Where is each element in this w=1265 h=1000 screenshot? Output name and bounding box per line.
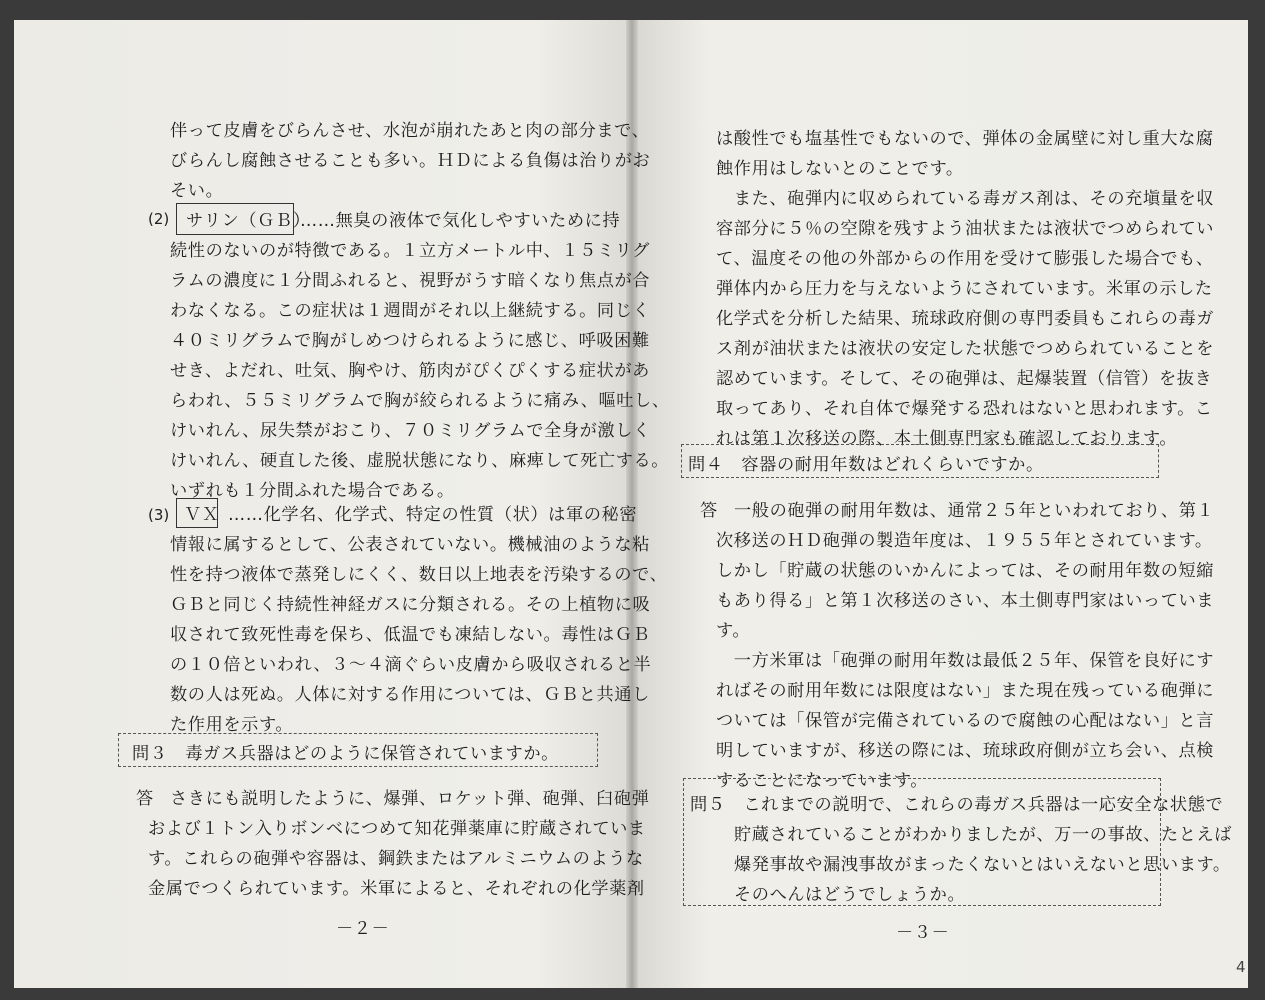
text-line: さきにも説明したように、爆弾、ロケット弾、砲弾、臼砲弾 [170, 789, 650, 809]
text-line: す。これらの砲弾や容器は、鋼鉄またはアルミニウムのような [148, 849, 644, 869]
text-line: す。 [716, 621, 751, 641]
text-line: は酸性でも塩基性でもないので、弾体の金属壁に対し重大な腐 [716, 129, 1214, 149]
text-line: ……無臭の液体で気化しやすいために持 [300, 211, 621, 231]
text-line: 一般の砲弾の耐用年数は、通常２５年といわれており、第１ [734, 501, 1215, 521]
text-line: 性を持つ液体で蒸発しにくく、数日以上地表を汚染するので、 [170, 565, 668, 585]
text-line: 収されて致死性毒を保ち、低温でも凍結しない。毒性はＧＢ [170, 625, 651, 645]
text-line: いずれも１分間ふれた場合である。 [170, 481, 455, 501]
text-line: また、砲弾内に収められている毒ガス剤は、その充塡量を収 [716, 189, 1215, 209]
item-number-3: (3) [148, 506, 170, 524]
question-4: 問４ 容器の耐用年数はどれくらいですか。 [688, 455, 1044, 475]
corner-mark: 4 [1236, 958, 1246, 976]
text-line: 弾体内から圧力を与えないようにされています。米軍の示した [716, 279, 1213, 299]
text-line: わなくなる。この症状は１週間がそれ以上継続する。同じく [170, 301, 651, 321]
text-line: た作用を示す。 [170, 715, 294, 735]
item-term-vx: ＶＸ [184, 505, 220, 525]
text-line: 一方米軍は「砲弾の耐用年数は最低２５年、保管を良好にす [716, 651, 1215, 671]
text-line: 容部分に５％の空隙を残すよう油状または液状でつめられてい [716, 219, 1215, 239]
text-line: ついては「保管が完備されているので腐蝕の心配はない」と言 [716, 711, 1215, 731]
text-line: 蝕作用はしないとのことです。 [716, 159, 964, 179]
question-5-line: そのへんはどうでしょうか。 [734, 885, 966, 905]
text-line: 次移送のＨＤ砲弾の製造年度は、１９５５年とされています。 [716, 531, 1213, 551]
text-line: れは第１次移送の際、本土側専門家も確認しております。 [716, 429, 1178, 449]
question-5-line: 爆発事故や漏洩事故がまったくないとはいえないと思います。 [734, 855, 1231, 875]
text-line: 取ってあり、それ自体で爆発する恐れはないと思われます。こ [716, 399, 1213, 419]
text-line: 情報に属するとして、公表されていない。機械油のような粘 [170, 535, 650, 555]
text-line: 化学式を分析した結果、琉球政府側の専門委員もこれらの毒ガ [716, 309, 1215, 329]
answer-label-3: 答 [136, 789, 154, 809]
text-line: けいれん、硬直した後、虚脱状態になり、麻痺して死亡する。 [170, 451, 670, 471]
text-line: しかし「貯蔵の状態のいかんによっては、その耐用年数の短縮 [716, 561, 1215, 581]
text-line: 認めています。そして、その砲弾は、起爆装置（信管）を抜き [716, 369, 1213, 389]
text-line: せき、よだれ、吐気、胸やけ、筋肉がぴくぴくする症状があ [170, 361, 650, 381]
text-line: ればその耐用年数には限度はない」また現在残っている砲弾に [716, 681, 1215, 701]
text-line: けいれん、尿失禁がおこり、７０ミリグラムで全身が激しく [170, 421, 651, 441]
text-line: らわれ、５５ミリグラムで胸が絞られるように痛み、嘔吐し、 [170, 391, 670, 411]
text-line: 明していますが、移送の際には、琉球政府側が立ち会い、点検 [716, 741, 1215, 761]
text-line: 数の人は死ぬ。人体に対する作用については、ＧＢと共通し [170, 685, 650, 705]
question-5-line: 問５ これまでの説明で、これらの毒ガス兵器は一応安全な状態で [690, 795, 1224, 815]
text-line: 続性のないのが特徴である。１立方メートル中、１５ミリグ [170, 241, 650, 261]
text-line: びらんし腐蝕させることも多い。ＨＤによる負傷は治りがお [170, 151, 651, 171]
question-3: 問３ 毒ガス兵器はどのように保管されていますか。 [132, 744, 559, 764]
text-line: および１トン入りボンベにつめて知花弾薬庫に貯蔵されていま [148, 819, 646, 839]
text-line: て、温度その他の外部からの作用を受けて膨張した場合でも、 [716, 249, 1214, 269]
page-number-left: －２－ [336, 919, 390, 939]
text-line: 金属でつくられています。米軍によると、それぞれの化学薬剤 [148, 879, 645, 899]
text-line: ４０ミリグラムで胸がしめつけられるように感じ、呼吸困難 [170, 331, 650, 351]
answer-label-4: 答 [700, 501, 718, 521]
text-line: ……化学名、化学式、特定の性質（状）は軍の秘密 [228, 505, 638, 525]
text-line: ラムの濃度に１分間ふれると、視野がうす暗くなり焦点が合 [170, 271, 651, 291]
text-line: もあり得る」と第１次移送のさい、本土側専門家はいっていま [716, 591, 1215, 611]
page-number-right: －３－ [896, 923, 950, 943]
item-term-sarin: サリン（ＧＢ） [186, 211, 311, 231]
item-number-2: (2) [148, 210, 170, 228]
text-line: することになっています。 [716, 771, 929, 791]
text-line: の１０倍といわれ、３〜４滴ぐらい皮膚から吸収されると半 [170, 655, 652, 675]
text-line: ＧＢと同じく持続性神経ガスに分類される。その上植物に吸 [170, 595, 651, 615]
text-line: ス剤が油状または液状の安定した状態でつめられていることを [716, 339, 1215, 359]
text-line: 伴って皮膚をびらんさせ、水泡が崩れたあと肉の部分まで、 [170, 121, 650, 141]
question-5-line: 貯蔵されていることがわかりましたが、万一の事故、たとえば [734, 825, 1233, 845]
text-line: そい。 [170, 181, 224, 201]
